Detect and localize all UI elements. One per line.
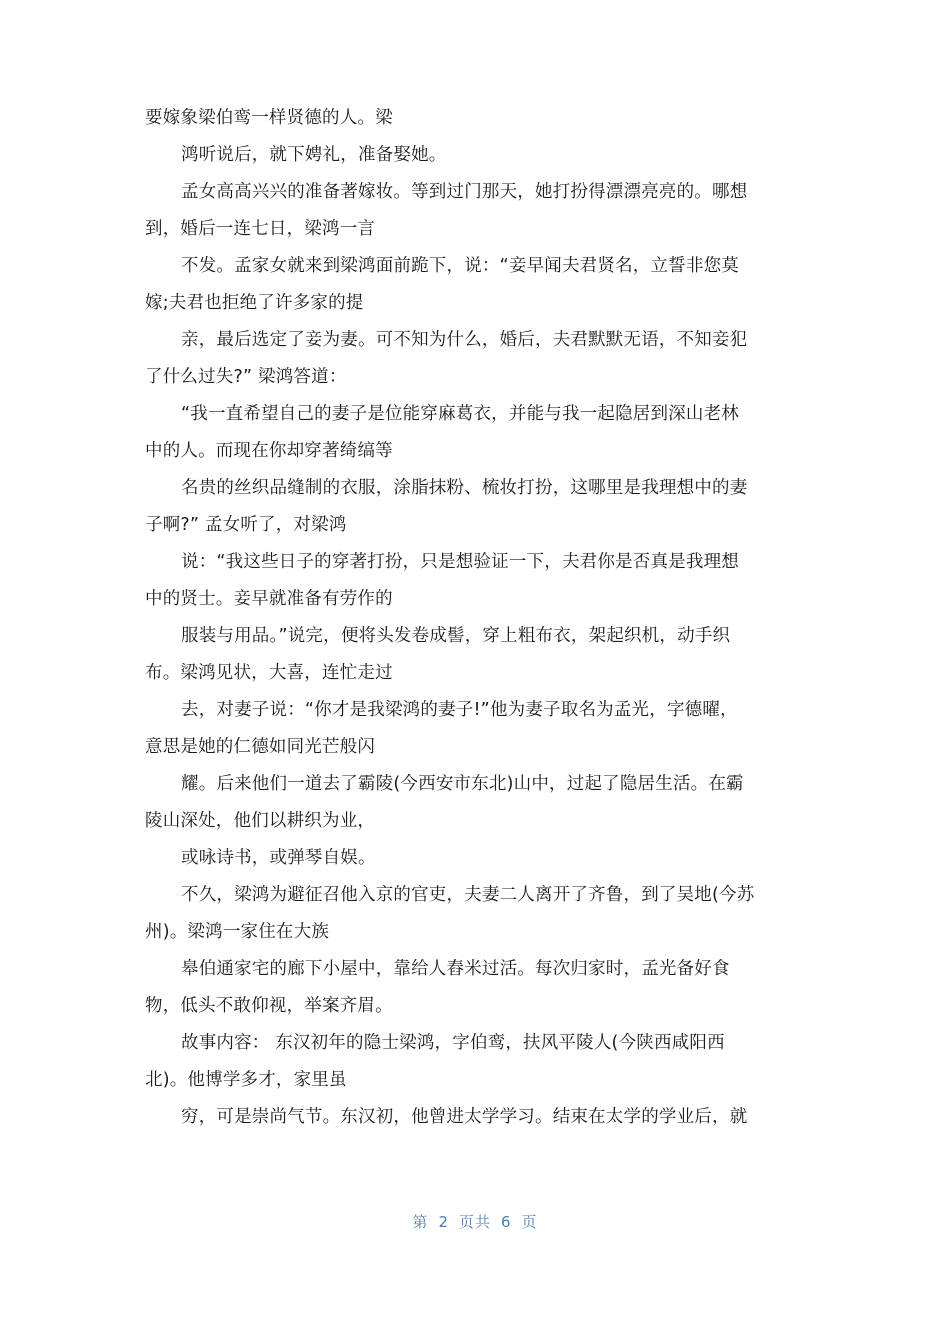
text-line: 鸿听说后，就下娉礼，准备娶她。 [181, 145, 447, 165]
text-line: 孟女高高兴兴的准备著嫁妆。等到过门那天，她打扮得漂漂亮亮的。哪想 [181, 182, 748, 202]
footer-current-page: 2 [438, 1213, 449, 1231]
text-line: 不发。孟家女就来到梁鸿面前跪下，说：“妾早闻夫君贤名，立誓非您莫 [181, 256, 739, 276]
text-line: 嫁;夫君也拒绝了许多家的提 [145, 293, 364, 313]
text-line: 或咏诗书，或弹琴自娱。 [181, 848, 376, 868]
text-line: 北)。他博学多才，家里虽 [145, 1070, 347, 1090]
text-line: 中的人。而现在你却穿著绮缟等 [145, 441, 393, 461]
text-line: 陵山深处，他们以耕织为业， [145, 811, 376, 831]
text-line: 去，对妻子说：“你才是我梁鸿的妻子!”他为妻子取名为孟光，字德曜， [181, 700, 738, 720]
text-line: 穷，可是崇尚气节。东汉初，他曾进太学学习。结束在太学的学业后，就 [181, 1107, 748, 1127]
text-line: 意思是她的仁德如同光芒般闪 [145, 737, 376, 757]
text-line: 要嫁象梁伯鸾一样贤德的人。梁 [145, 108, 393, 128]
text-line: “我一直希望自己的妻子是位能穿麻葛衣，并能与我一起隐居到深山老林 [181, 404, 739, 424]
text-line: 耀。后来他们一道去了霸陵(今西安市东北)山中，过起了隐居生活。在霸 [181, 774, 744, 794]
text-line: 了什么过失?” 梁鸿答道： [145, 367, 347, 387]
footer-middle: 页共 [458, 1213, 491, 1231]
footer-prefix: 第 [412, 1213, 429, 1231]
text-line: 布。梁鸿见状，大喜，连忙走过 [145, 663, 393, 683]
footer-total-pages: 6 [501, 1213, 512, 1231]
text-line: 中的贤士。妾早就准备有劳作的 [145, 589, 393, 609]
text-line: 子啊?” 孟女听了，对梁鸿 [145, 515, 347, 535]
text-line: 皋伯通家宅的廊下小屋中，靠给人舂米过活。每次归家时，孟光备好食 [181, 959, 730, 979]
text-line: 不久，梁鸿为避征召他入京的官吏，夫妻二人离开了齐鲁，到了吴地(今苏 [181, 885, 755, 905]
text-line: 州)。梁鸿一家住在大族 [145, 922, 330, 942]
body-text [145, 100, 815, 1136]
footer-suffix: 页 [521, 1213, 538, 1231]
text-line: 物，低头不敢仰视，举案齐眉。 [145, 996, 393, 1016]
text-line: 说：“我这些日子的穿著打扮，只是想验证一下，夫君你是否真是我理想 [181, 552, 739, 572]
page-footer [0, 1211, 950, 1232]
text-line: 亲，最后选定了妾为妻。可不知为什么，婚后，夫君默默无语，不知妾犯 [181, 330, 748, 350]
text-line: 到，婚后一连七日，梁鸿一言 [145, 219, 376, 239]
text-line: 服装与用品。”说完，便将头发卷成髻，穿上粗布衣，架起织机，动手织 [181, 626, 731, 646]
text-line: 故事内容： 东汉初年的隐士梁鸿，字伯鸾，扶风平陵人(今陕西咸阳西 [181, 1033, 725, 1053]
text-line: 名贵的丝织品缝制的衣服，涂脂抹粉、梳妆打扮，这哪里是我理想中的妻 [181, 478, 748, 498]
